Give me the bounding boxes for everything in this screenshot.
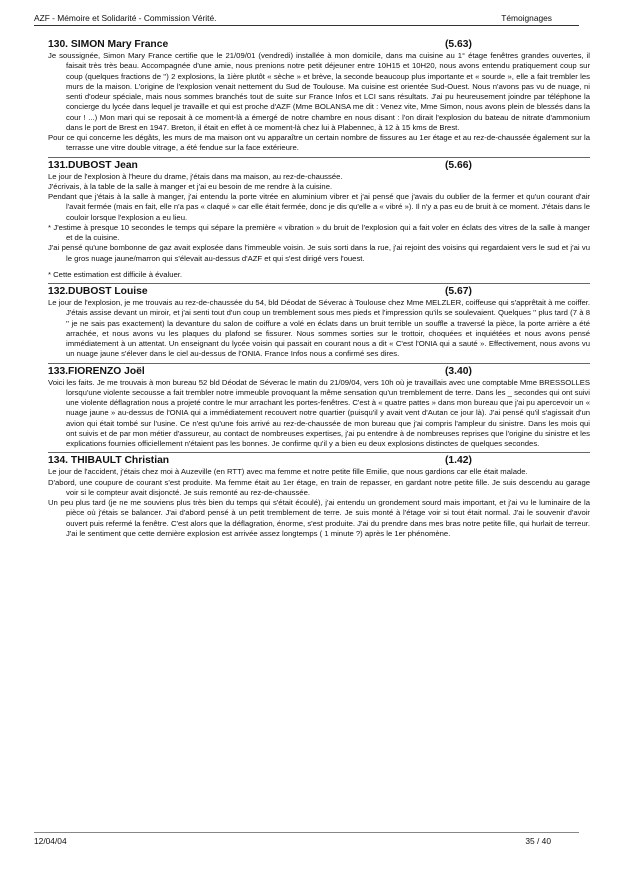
- testimony-score: (5.66): [445, 159, 472, 171]
- testimony-paragraph: Un peu plus tard (je ne me souviens plus très bien du temps qui s'était écoulé), j'ai entendu un grondement sourd mais important, et j'ai vu le luminaire de la pièce où j'étais se balancer. J'ai d'abord pensé à un petit tremblement de terre. Je suis monté à l'étage voir si tout était normal. J'ai le souvenir d'avoir ouvert puis refermé la fenêtre. C'est alors que la déflagration, énorme, s'est produite. J'ai du prendre dans mes bras notre petite fille, qui hurlait de terreur. J'ai le sentiment que cette dernière explosion est arrivée assez longtemps ( 1 minute ?) après le 1er phénomène.: [48, 498, 590, 538]
- testimony-130: [48, 37, 590, 154]
- header-rule: [34, 25, 579, 26]
- testimony-paragraph: Je soussignée, Simon Mary France certifie que le 21/09/01 (vendredi) installée à mon domicile, dans ma cuisine au 1° étage fenêtres grandes ouvertes, il faisait très très beau. Accompagnée d'une amie, nous prenions notre petit déjeuner entre 10H15 et 10H20, nous avons entendu pratiquement coup sur coup (quelques fractions de '') 2 explosions, la 1ière plutôt « sèche » et brève, la seconde beaucoup plus importante et « sourde », elle a fait trembler les murs de la maison. L'origine de l'explosion venait nettement du Sud de Toulouse. Ma cuisine est orientée Sud-Ouest. Nous n'avons pas vu de nuage, ni senti d'odeur spéciale, mais nous sommes branchés tout de suite sur France Infos et LCI sans résultats. J'ai pu heureusement joindre par téléphone la concierge du lycée dans lequel je travaille et qui est proche d'AZF (Mme BOLANSA me dit : Venez vite, Mme Simon, nous avons plein de blessés dans la cour ! ...) Mon mari qui se reposait à ce moment-là a émergé de notre chambre en nous disant : l'on dirait l'explosion du bateau de nitrate d'ammonium dans le port de Brest en 1947. Breton, il était en effet à ce moment-là chez lui à Plabennec, à 12 à 15 kms de Brest.: [48, 51, 590, 132]
- testimony-footnote: * Cette estimation est difficile à évaluer.: [48, 269, 183, 279]
- testimony-paragraph: J'écrivais, à la table de la salle à manger et j'ai eu besoin de me rendre à la cuisine.: [48, 181, 333, 191]
- testimony-heading: [48, 363, 590, 378]
- testimony-heading: [48, 283, 590, 298]
- header-section: Témoignages: [501, 13, 552, 23]
- testimonies-body: [48, 37, 590, 539]
- header-title: AZF - Mémoire et Solidarité - Commission Vérité.: [34, 13, 217, 23]
- testimony-paragraph: D'abord, une coupure de courant s'est produite. Ma femme était au 1er étage, en train de repasser, en gardant notre petite fille. Je suis descendu au garage voir si le compteur avait disjoncté. Je suis remonté au rez-de-chaussée.: [48, 477, 590, 497]
- testimony-paragraph: J'ai pensé qu'une bombonne de gaz avait explosée dans l'immeuble voisin. Je suis sorti dans la rue, j'ai rejoint des voisins qui regardaient vers le sud et j'ai vu le gros nuage jaune/marron qui s'élevait au-dessus d'AZF et qui s'est dirigé vers l'ouest.: [48, 243, 590, 263]
- testimony-131: [48, 157, 590, 281]
- testimony-paragraph: Voici les faits. Je me trouvais à mon bureau 52 bld Déodat de Séverac le matin du 21/09/04, vers 10h où je travaillais avec une comptable Mme BRESSOLLES lorsqu'une violente secousse a fait trembler notre immeuble provoquant la même sensation qu'un tremblement de terre. Dans les _ secondes qui ont suivi une violente déflagration nous a projeté contre le mur arrachant les portes-fenêtres. C'est à « quatre pattes » dans mon bureau que j'ai pu apercevoir un « nuage jaune » au-dessus de l'ONIA qui a immédiatement recouvert notre quartier (puisqu'il y avait vent d'Autan ce jour là). J'ai pensé qu'il s'agissait d'un avion qui était tombé sur l'usine. Ce n'est qu'une fois arrivé au rez-de-chaussée de mon bureau que j'ai compris l'ampleur du sinistre. Dans les mois qui ont suivis et de par mon métier d'assureur, au contact de nombreuses expertises, j'ai pu entendre à de nombreuses reprises que l'origine du sinistre et les explications fournies officiellement n'étaient pas les bonnes. Je confirme qu'il y a bien eu deux explosions distinctes de quelques secondes.: [48, 377, 590, 448]
- testimony-score: (5.63): [445, 39, 472, 50]
- testimony-heading: [48, 452, 590, 467]
- testimony-name: 131.DUBOST Jean: [48, 159, 138, 171]
- page-number: 35 / 40: [525, 836, 551, 846]
- testimony-132: [48, 283, 590, 360]
- testimony-heading: [48, 37, 590, 51]
- testimony-score: (3.40): [445, 365, 472, 377]
- testimony-score: (5.67): [445, 286, 472, 297]
- testimony-paragraph: Le jour de l'accident, j'étais chez moi à Auzeville (en RTT) avec ma femme et notre petite fille Emilie, que nous gardions car elle était malade.: [48, 467, 528, 477]
- testimony-paragraph: Le jour de l'explosion, je me trouvais au rez-de-chaussée du 54, bld Déodat de Séverac à Toulouse chez Mme MELZLER, coiffeuse qui s'apprêtait à me coiffer. J'étais assise devant un miroir, et j'ai senti tout d'un coup un tremblement sous mes pieds et l'impression qu'ils se soulevaient. Quelques '' plus tard (7 à 8 '' je ne sais pas exactement) la devanture du salon de coiffure a volé en éclats dans un bruit terrible un souffle a traversé la pièce, la porte arrière a été arrachée, et nous avons vu les plaques du plafond se fissurer. Nous sommes sorties sur le trottoir, choquées et inquiétées et nous avons pensé immédiatement à un attentat. Un enseignant du lycée voisin qui passait en courant nous a dit « C'est l'ONIA qui a sauté ». Effectivement, nous avons vu un nuage jaune s'élever dans le ciel au-dessus de l'ONIA. France Infos nous a confirmé ses dires.: [48, 298, 590, 359]
- page-footer: [34, 836, 580, 850]
- footer-date: 12/04/04: [34, 836, 67, 846]
- testimony-heading: [48, 157, 590, 172]
- testimony-134: [48, 452, 590, 539]
- footer-rule: [34, 832, 579, 833]
- testimony-score: (1.42): [445, 455, 472, 467]
- testimony-name: 130. SIMON Mary France: [48, 39, 169, 50]
- testimony-133: [48, 363, 590, 450]
- testimony-paragraph: Pour ce qui concerne les dégâts, les murs de ma maison ont vu apparaître un certain nombre de fissures au 1er étage et au rez-de-chaussée également sur la terrasse une vitre double vitrage, a été fendue sur la face extérieure.: [48, 133, 590, 153]
- testimony-name: 133.FIORENZO Joël: [48, 365, 145, 377]
- testimony-paragraph: * J'estime à presque 10 secondes le temps qui sépare la première « vibration » du bruit de l'explosion qui a fait voler en éclats des vitres de la salle à manger et de la cuisine.: [48, 222, 590, 242]
- testimony-name: 132.DUBOST Louise: [48, 286, 148, 297]
- testimony-name: 134. THIBAULT Christian: [48, 455, 170, 467]
- testimony-paragraph: Pendant que j'étais à la salle à manger, j'ai entendu la porte vitrée en aluminium vibrer et j'ai pensé que j'avais du oublier de la fermer et qu'un courant d'air l'avait fermée (mais en fait, elle n'a pas « claqué » car elle était fermée, donc je dis qu'elle a « vibré »). Il n'y a pas eu de bruit à ce moment. J'étais dans le couloir lorsque l'explosion a eu lieu.: [48, 192, 590, 222]
- page-header: [34, 11, 580, 25]
- testimony-paragraph: Le jour de l'explosion à l'heure du drame, j'étais dans ma maison, au rez-de-chaussée.: [48, 171, 343, 181]
